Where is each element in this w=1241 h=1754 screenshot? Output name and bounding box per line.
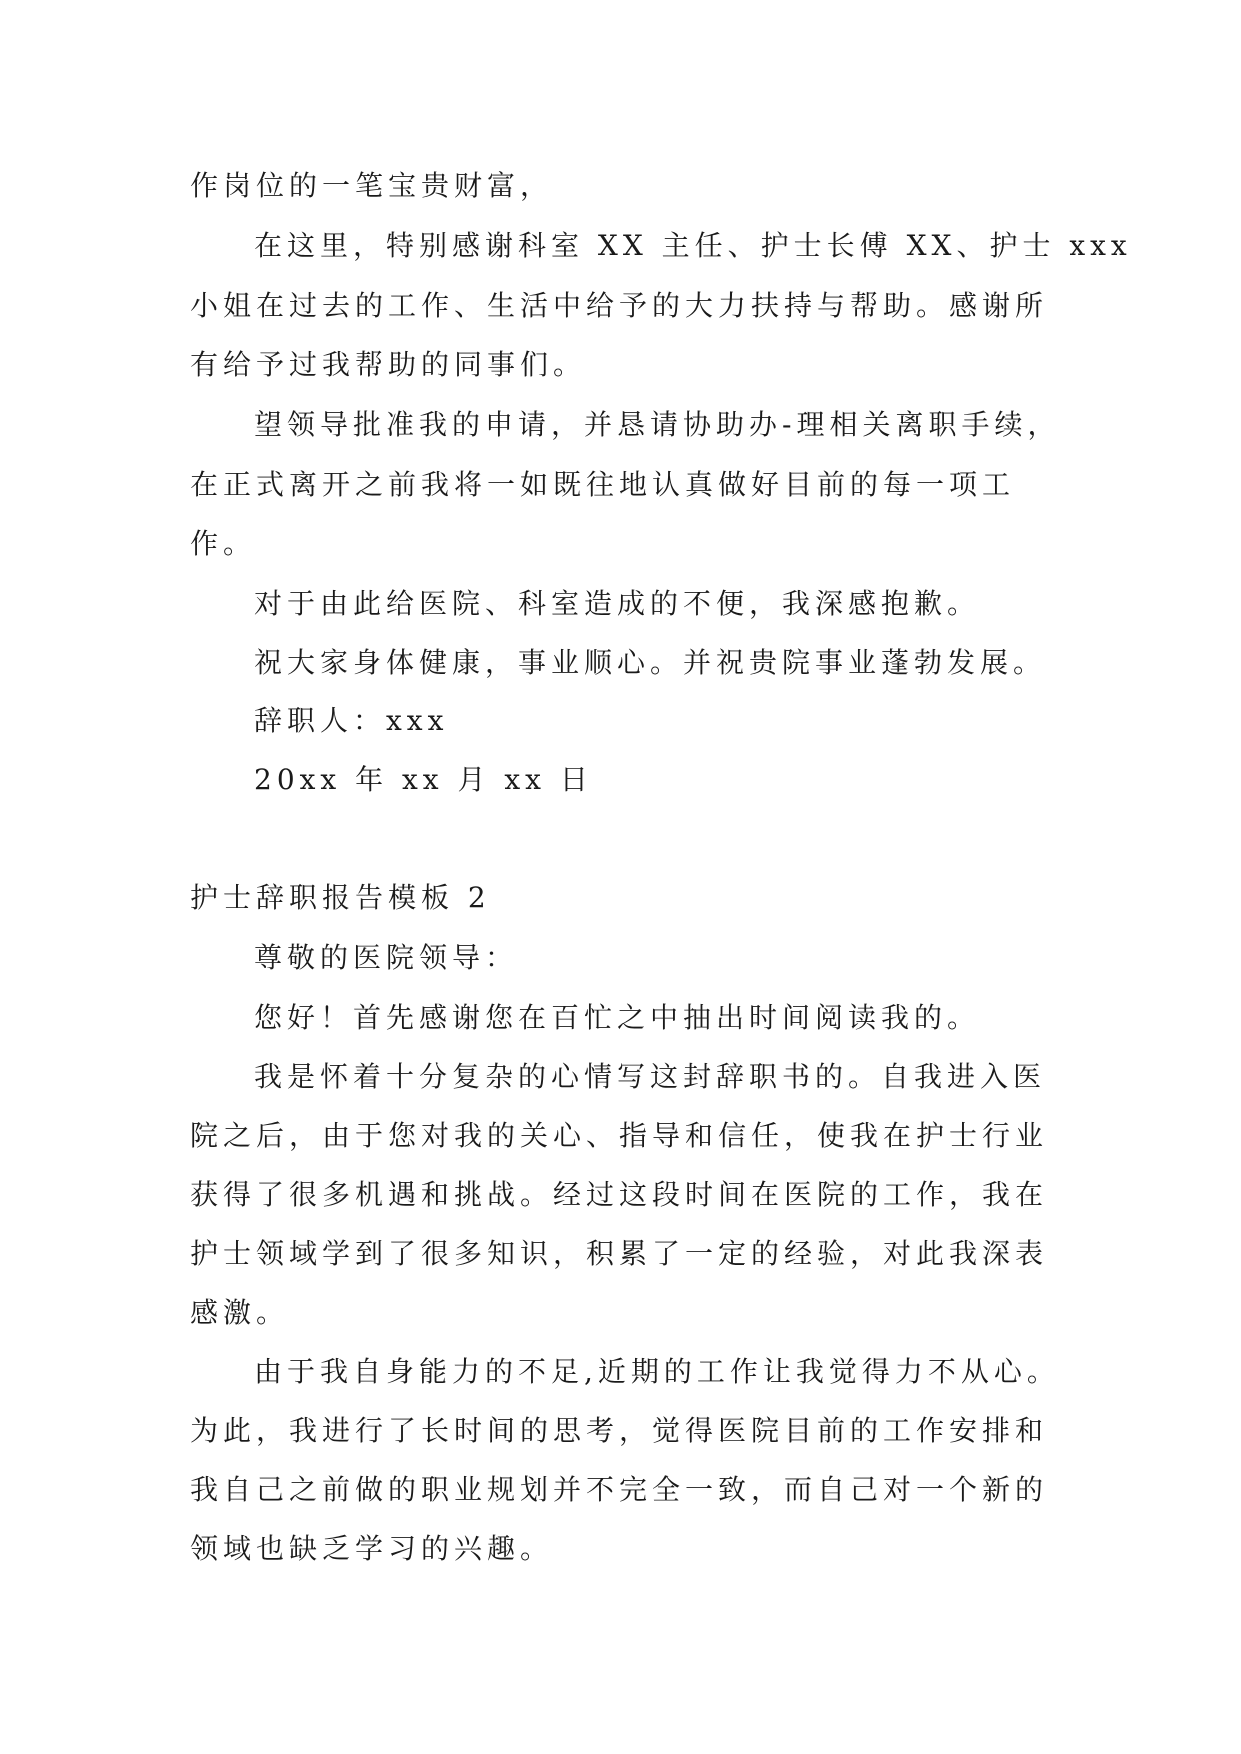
text-line: 您好！首先感谢您在百忙之中抽出时间阅读我的。 — [254, 1001, 981, 1034]
text-line: 由于我自身能力的不足,近期的工作让我觉得力不从心。 — [254, 1355, 1060, 1388]
text-line: 获得了很多机遇和挑战。经过这段时间在医院的工作，我在 — [190, 1178, 1049, 1211]
text-line: 院之后，由于您对我的关心、指导和信任，使我在护士行业 — [190, 1119, 1049, 1152]
text-line: 在正式离开之前我将一如既往地认真做好目前的每一项工 — [190, 468, 1016, 501]
date-line: 20xx 年 xx 月 xx 日 — [254, 763, 593, 796]
text-line: 祝大家身体健康，事业顺心。并祝贵院事业蓬勃发展。 — [254, 646, 1047, 679]
text-line: 小姐在过去的工作、生活中给予的大力扶持与帮助。感谢所 — [190, 289, 1049, 322]
text-line: 对于由此给医院、科室造成的不便，我深感抱歉。 — [254, 587, 981, 620]
text-line: 为此，我进行了长时间的思考，觉得医院目前的工作安排和 — [190, 1414, 1049, 1447]
salutation: 尊敬的医院领导： — [254, 941, 519, 974]
text-line: 领域也缺乏学习的兴趣。 — [190, 1532, 554, 1565]
text-line: 望领导批准我的申请，并恳请协助办-理相关离职手续， — [254, 408, 1061, 441]
text-line: 有给予过我帮助的同事们。 — [190, 348, 587, 381]
text-line: 作。 — [190, 527, 257, 560]
text-line: 我自己之前做的职业规划并不完全一致，而自己对一个新的 — [190, 1473, 1049, 1506]
text-line: 感激。 — [190, 1296, 290, 1329]
section-heading: 护士辞职报告模板 2 — [190, 881, 491, 914]
text-line: 在这里，特别感谢科室 XX 主任、护士长傅 XX、护士 xxx — [254, 229, 1132, 262]
signature-line: 辞职人：xxx — [254, 704, 449, 737]
text-line: 作岗位的一笔宝贵财富， — [190, 169, 554, 202]
text-line: 我是怀着十分复杂的心情写这封辞职书的。自我进入医 — [254, 1060, 1047, 1093]
text-line: 护士领域学到了很多知识，积累了一定的经验，对此我深表 — [190, 1237, 1049, 1270]
